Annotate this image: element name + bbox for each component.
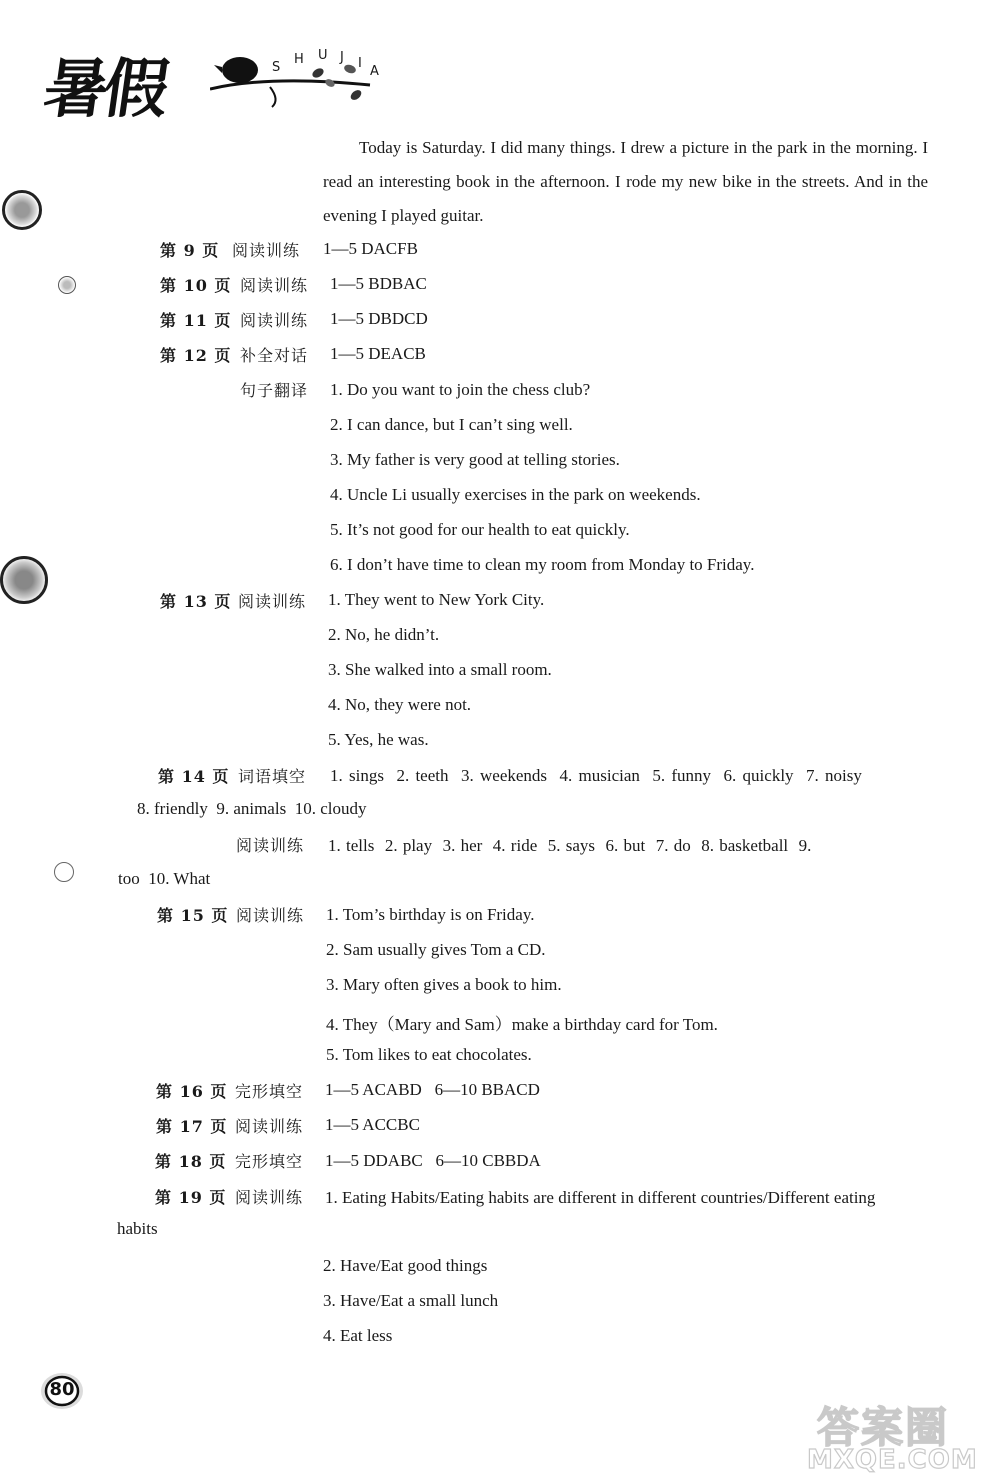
answer-text: 3. Mary often gives a book to him. xyxy=(326,975,562,994)
logo-letter: J xyxy=(340,50,345,65)
logo-letter: I xyxy=(358,56,363,71)
answer-text: 3. She walked into a small room. xyxy=(328,660,552,679)
section-label: 阅读训练 xyxy=(236,906,305,925)
section-label: 阅读训练 xyxy=(236,836,305,855)
page-number: 80 xyxy=(49,1379,75,1400)
answer-text: 5. Yes, he was. xyxy=(328,730,429,749)
page-label: 第 14 页 xyxy=(158,767,230,786)
answer-text: 1—5 ACABD 6—10 BBACD xyxy=(325,1080,540,1099)
page-label: 第 13 页 xyxy=(160,592,232,611)
answer-text: 1—5 BDBAC xyxy=(330,274,427,293)
intro-paragraph: Today is Saturday. I did many things. I drew a picture in the park in the morning. I read an interesting book in the afternoon. I rode my new bike in the streets. And in the evening I played guitar. xyxy=(323,138,928,225)
answer-text: 4. No, they were not. xyxy=(328,695,472,714)
answer-text: too 10. What xyxy=(118,869,211,888)
binding-hole-icon xyxy=(0,556,48,604)
page-label: 第 17 页 xyxy=(156,1117,228,1136)
answer-text: 4. Eat less xyxy=(323,1326,393,1345)
answer-text: 1. Do you want to join the chess club? xyxy=(330,380,591,399)
answer-text: 1—5 DACFB xyxy=(323,239,418,258)
section-label: 完形填空 xyxy=(235,1152,304,1171)
answer-text: 1. They went to New York City. xyxy=(328,590,545,609)
section-label: 词语填空 xyxy=(238,767,307,786)
binding-hole-icon xyxy=(2,190,42,230)
bird-branch-icon xyxy=(210,45,375,110)
watermark-bottom: MXQE.COM xyxy=(807,1445,978,1475)
page-label: 第 19 页 xyxy=(155,1188,227,1207)
page-label: 第 15 页 xyxy=(157,906,229,925)
watermark-logo xyxy=(807,1395,992,1477)
answer-text: 2. Have/Eat good things xyxy=(323,1256,488,1275)
page-label: 第 16 页 xyxy=(156,1082,228,1101)
answer-text: 1. tells 2. play 3. her 4. ride 5. says 6. but 7. do 8. basketball 9. xyxy=(328,836,812,855)
answer-text: 1. Eating Habits/Eating habits are different in different countries/Different eating xyxy=(325,1188,876,1207)
section-label: 阅读训练 xyxy=(240,311,309,330)
section-label: 阅读训练 xyxy=(235,1117,304,1136)
answer-text: 1—5 ACCBC xyxy=(325,1115,420,1134)
section-label: 阅读训练 xyxy=(238,592,307,611)
logo-letter: S xyxy=(272,60,282,75)
section-label: 句子翻译 xyxy=(240,381,309,400)
logo-letter: U xyxy=(318,48,329,63)
logo-letter: H xyxy=(294,52,305,67)
page-number-badge xyxy=(40,1372,84,1410)
section-label: 阅读训练 xyxy=(240,276,309,295)
page-label: 第 9 页 xyxy=(160,241,220,260)
section-label: 阅读训练 xyxy=(235,1188,304,1207)
binding-hole-icon xyxy=(58,276,76,294)
answer-text: 8. friendly 9. animals 10. cloudy xyxy=(137,799,367,818)
page-label: 第 11 页 xyxy=(160,311,232,330)
answer-text: 1—5 DDABC 6—10 CBBDA xyxy=(325,1151,541,1170)
answer-text: 3. My father is very good at telling stories. xyxy=(330,450,620,469)
section-label: 完形填空 xyxy=(235,1082,304,1101)
answer-text: 3. Have/Eat a small lunch xyxy=(323,1291,499,1310)
answer-text: 6. I don’t have time to clean my room from Monday to Friday. xyxy=(330,555,755,574)
header-title: 暑假 xyxy=(38,53,170,127)
answer-text: 4. They（Mary and Sam）make a birthday card for Tom. xyxy=(326,1015,718,1034)
logo-letter: A xyxy=(370,64,380,79)
binding-hole-icon xyxy=(54,862,74,882)
answer-text: 1. Tom’s birthday is on Friday. xyxy=(326,905,535,924)
answer-text: 2. Sam usually gives Tom a CD. xyxy=(326,940,546,959)
answer-text: 4. Uncle Li usually exercises in the park on weekends. xyxy=(330,485,701,504)
answer-text: 5. It’s not good for our health to eat quickly. xyxy=(330,520,630,539)
section-label: 阅读训练 xyxy=(232,241,301,260)
watermark-top: 答案圈 xyxy=(817,1403,950,1452)
answer-text: 1—5 DEACB xyxy=(330,344,426,363)
answer-text: 1—5 DBDCD xyxy=(330,309,428,328)
answer-text: habits xyxy=(117,1219,158,1238)
page-label: 第 10 页 xyxy=(160,276,232,295)
answer-text: 1. sings 2. teeth 3. weekends 4. musician 5. funny 6. quickly 7. noisy xyxy=(330,766,862,785)
answer-text: 2. I can dance, but I can’t sing well. xyxy=(330,415,573,434)
page-label: 第 18 页 xyxy=(155,1152,227,1171)
answer-text: 2. No, he didn’t. xyxy=(328,625,440,644)
answer-text: 5. Tom likes to eat chocolates. xyxy=(326,1045,532,1064)
page-label: 第 12 页 xyxy=(160,346,232,365)
section-label: 补全对话 xyxy=(240,346,309,365)
